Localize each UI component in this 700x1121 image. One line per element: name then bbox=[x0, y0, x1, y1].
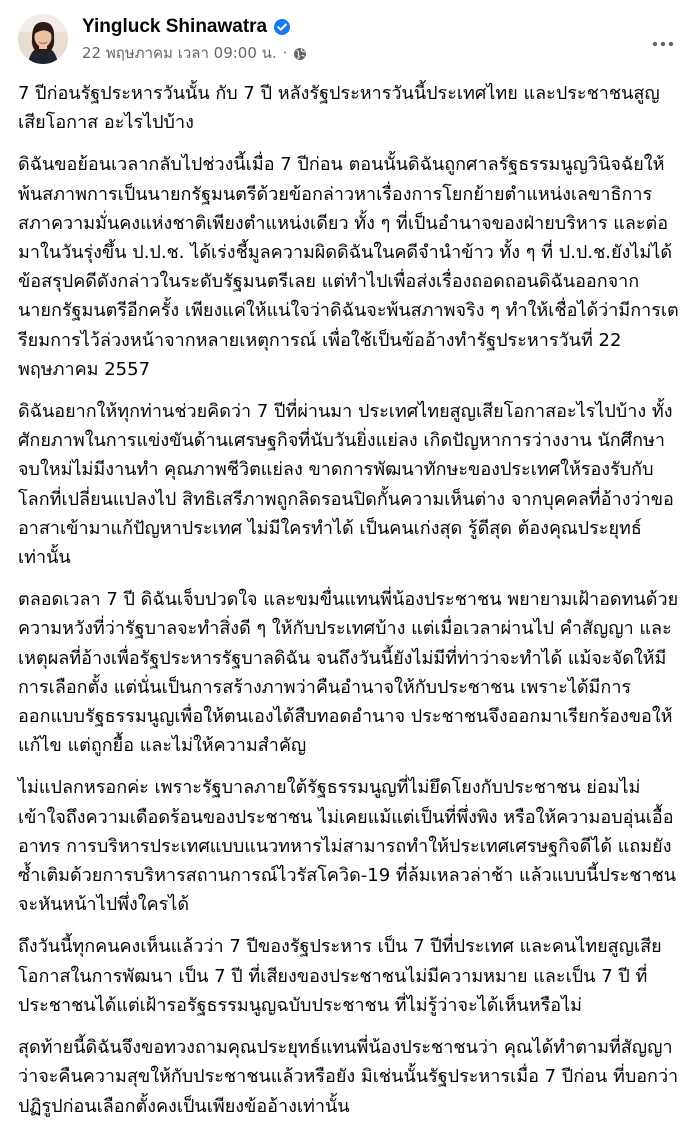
post-paragraph: ถึงวันนี้ทุกคนคงเห็นแล้วว่า 7 ปีของรัฐประหาร เป็น 7 ปีที่ประเทศ และคนไทยสูญเสียโอกาสในการพัฒนา เป็น 7 ปี ที่เสียงของประชาชนไม่มีความหมาย และเป็น 7 ปี ที่ประชาชนได้แต่เฝ้ารอรัฐธรรมนูญฉบับประชาชน ที่ไม่รู้ว่าจะได้เห็นหรือไม่ bbox=[18, 936, 662, 1016]
more-options-button[interactable] bbox=[646, 24, 680, 58]
post-paragraph: สุดท้ายนี้ดิฉันจึงขอทวงถามคุณประยุทธ์แทนพี่น้องประชาชนว่า คุณได้ทำตามที่สัญญาว่าจะคืนความสุขให้กับประชาชนแล้วหรือยัง มิเช่นนั้นรัฐประหารเมื่อ 7 ปีก่อน ที่บอกว่าปฏิรูปก่อนเลือกตั้งคงเป็นเพียงข้ออ้างเท่านั้น bbox=[18, 1037, 679, 1117]
author-name[interactable]: Yingluck Shinawatra bbox=[82, 16, 268, 37]
author-line bbox=[82, 15, 602, 39]
author-avatar[interactable] bbox=[18, 14, 68, 64]
post-content bbox=[18, 79, 682, 1121]
post-paragraph: ไม่แปลกหรอกค่ะ เพราะรัฐบาลภายใต้รัฐธรรมนูญที่ไม่ยึดโยงกับประชาชน ย่อมไม่เข้าใจถึงความเดือดร้อนของประชาชน ไม่เคยแม้แต่เป็นที่พึ่งพิง หรือให้ความอบอุ่นเอื้ออาทร การบริหารประเทศแบบแนวทหารไม่สามารถทำให้ประเทศเศรษฐกิจดีได้ แถมยังซ้ำเติมด้วยการบริหารสถานการณ์ไวรัสโควิด-19 ที่ล้มเหลวล่าช้า แล้วแบบนี้ประชาชนจะหันหน้าไปพึ่งใครได้ bbox=[18, 777, 677, 916]
post-paragraph: ตลอดเวลา 7 ปี ดิฉันเจ็บปวดใจ และขมขื่นแทนพี่น้องประชาชน พยายามเฝ้าอดทนด้วยความหวังที่ว่ารัฐบาลจะทำสิ่งดี ๆ ให้กับประเทศบ้าง แต่เมื่อเวลาผ่านไป คำสัญญา และเหตุผลที่อ้างเพื่อรัฐประหารรัฐบาลดิฉัน จนถึงวันนี้ยังไม่มีที่ท่าว่าจะทำได้ แม้จะจัดให้มีการเลือกตั้ง แต่นั่นเป็นการสร้างภาพว่าคืนอำนาจให้กับประชาชน เพราะได้มีการออกแบบรัฐธรรมนูญเพื่อให้ตนเองได้สืบทอดอำนาจ ประชาชนจึงออกมาเรียกร้องขอให้แก้ไข แต่ถูกยื้อ และไม่ให้ความสำคัญ bbox=[18, 589, 679, 757]
post-timestamp[interactable]: 22 พฤษภาคม เวลา 09:00 น. bbox=[82, 44, 277, 62]
post-paragraph: ดิฉันอยากให้ทุกท่านช่วยคิดว่า 7 ปีที่ผ่านมา ประเทศไทยสูญเสียโอกาสอะไรไปบ้าง ทั้งศักยภาพในการแข่งขันด้านเศรษฐกิจที่นับวันยิ่งแย่ลง เกิดปัญหาการว่างงาน นักศึกษาจบใหม่ไม่มีงานทำ คุณภาพชีวิตแย่ลง ขาดการพัฒนาทักษะของประเทศให้รองรับกับโลกที่เปลี่ยนแปลงไป สิทธิเสรีภาพถูกลิดรอนปิดกั้นความเห็นต่าง จากบุคคลที่อ้างว่าขออาสาเข้ามาแก้ปัญหาประเทศ ไม่มีใครทำได้ เป็นคนเก่งสุด รู้ดีสุด ต้องคุณประยุทธ์เท่านั้น bbox=[18, 401, 674, 569]
post-meta bbox=[82, 43, 602, 63]
globe-icon[interactable] bbox=[293, 46, 307, 60]
verified-badge-icon bbox=[273, 18, 291, 36]
more-options-icon bbox=[652, 32, 674, 51]
author-info bbox=[82, 15, 602, 63]
post-header bbox=[18, 14, 682, 70]
post-paragraph: 7 ปีก่อนรัฐประหารวันนั้น กับ 7 ปี หลังรัฐประหารวันนี้ประเทศไทย และประชาชนสูญเสียโอกาส อะไรไปบ้าง bbox=[18, 83, 660, 134]
meta-separator: · bbox=[282, 44, 288, 62]
profile-photo bbox=[18, 14, 68, 64]
post-paragraph: ดิฉันขอย้อนเวลากลับไปช่วงนี้เมื่อ 7 ปีก่อน ตอนนั้นดิฉันถูกศาลรัฐธรรมนูญวินิจฉัยให้พ้นสภาพการเป็นนายกรัฐมนตรีด้วยข้อกล่าวหาเรื่องการโยกย้ายตำแหน่งเลขาธิการสภาความมั่นคงแห่งชาติเพียงตำแหน่งเดียว ทั้ง ๆ ที่เป็นอำนาจของฝ่ายบริหาร และต่อมาในวันรุ่งขึ้น ป.ป.ช. ได้เร่งชี้มูลความผิดดิฉันในคดีจำนำข้าว ทั้ง ๆ ที่ ป.ป.ช.ยังไม่ได้ข้อสรุปคดีดังกล่าวในระดับรัฐมนตรีเลย แต่ทำไปเพื่อส่งเรื่องถอดถอนดิฉันออกจากนายกรัฐมนตรีอีกครั้ง เพียงแค่ให้แน่ใจว่าดิฉันจะพ้นสภาพจริง ๆ ทำให้เชื่อได้ว่ามีการเตรียมการไว้ล่วงหน้าจากหลายเหตุการณ์ เพื่อใช้เป็นข้ออ้างทำรัฐประหารวันที่ 22 พฤษภาคม 2557 bbox=[18, 154, 679, 380]
